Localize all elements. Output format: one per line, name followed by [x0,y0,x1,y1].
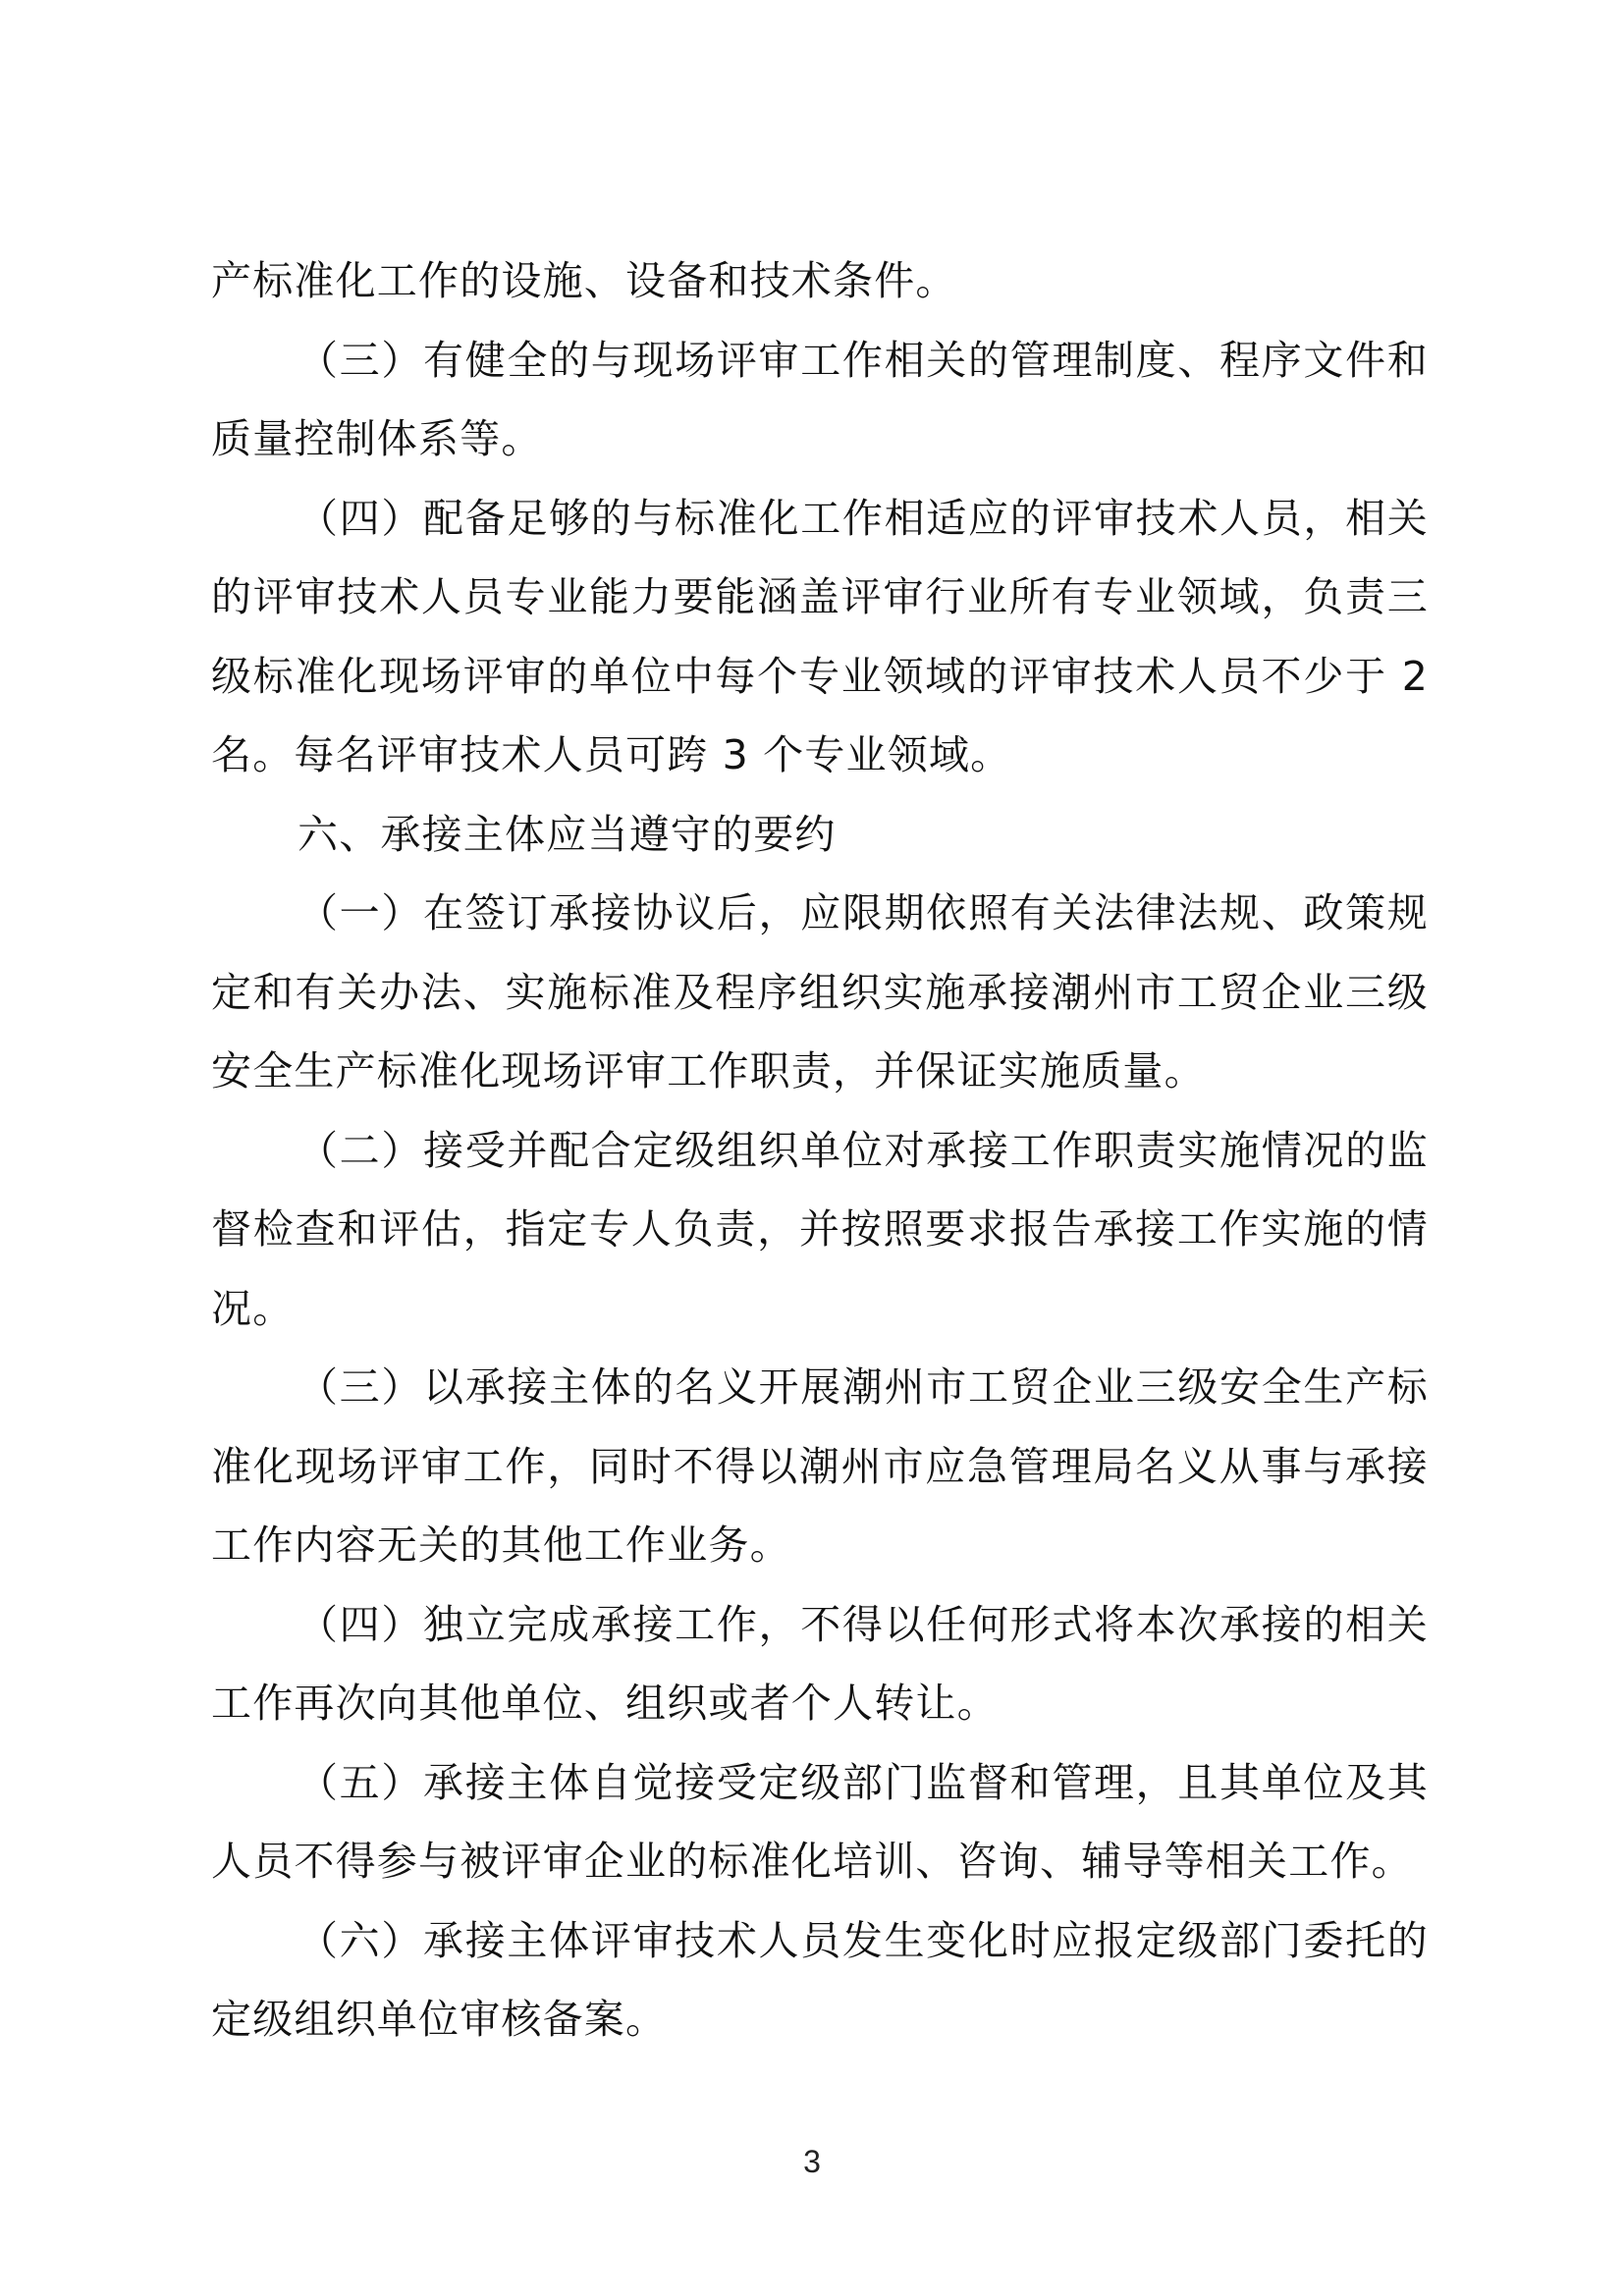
page-number: 3 [803,2144,821,2179]
section-heading: 六、承接主体应当遵守的要约 [298,810,837,858]
paragraph-obligation-3: （三）以承接主体的名义开展潮州市工贸企业三级安全生产标准化现场评审工作，同时不得以潮州市应急管理局名义从事与承接工作内容无关的其他工作业务。 [211,1363,1429,1569]
paragraph-item-4: （四）配备足够的与标准化工作相适应的评审技术人员，相关的评审技术人员专业能力要能涵盖评审行业所有专业领域，负责三级标准化现场评审的单位中每个专业领域的评审技术人员不少于 2 名。每名评审技术人员可跨 3 个专业领域。 [211,494,1429,778]
paragraph-item-3: （三）有健全的与现场评审工作相关的管理制度、程序文件和质量控制体系等。 [211,336,1429,462]
paragraph-obligation-2: （二）接受并配合定级组织单位对承接工作职责实施情况的监督检查和评估，指定专人负责，并按照要求报告承接工作实施的情况。 [211,1126,1429,1332]
paragraph-obligation-6: （六）承接主体评审技术人员发生变化时应报定级部门委托的定级组织单位审核备案。 [211,1916,1429,2043]
paragraph-obligation-1: （一）在签订承接协议后，应限期依照有关法律法规、政策规定和有关办法、实施标准及程序组织实施承接潮州市工贸企业三级安全生产标准化现场评审工作职责，并保证实施质量。 [211,889,1429,1095]
paragraph-obligation-4: （四）独立完成承接工作，不得以任何形式将本次承接的相关工作再次向其他单位、组织或者个人转让。 [211,1600,1429,1727]
paragraph-continuation: 产标准化工作的设施、设备和技术条件。 [211,257,957,304]
paragraph-obligation-5: （五）承接主体自觉接受定级部门监督和管理，且其单位及其人员不得参与被评审企业的标准化培训、咨询、辅导等相关工作。 [211,1758,1429,1885]
page-body [211,241,1429,2059]
